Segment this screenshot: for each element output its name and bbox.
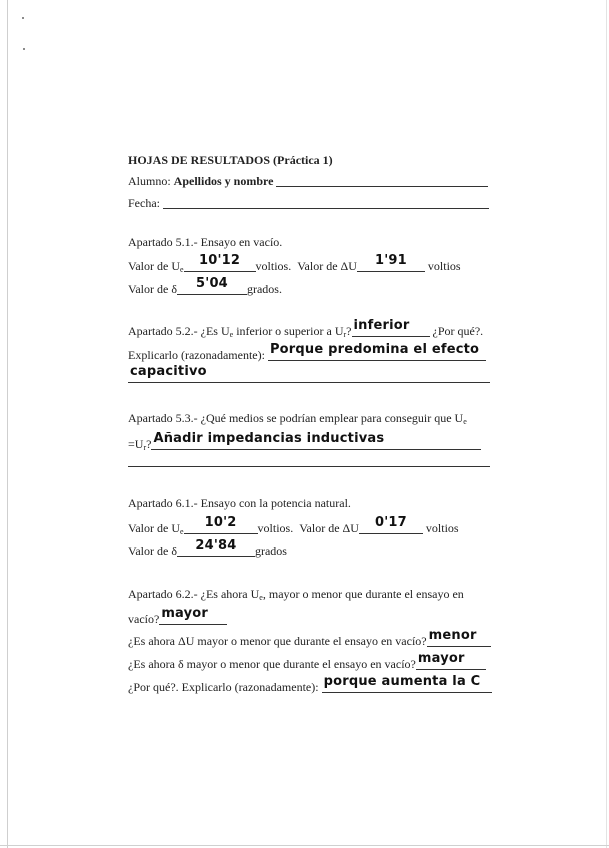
fecha-field[interactable] xyxy=(163,194,489,209)
s61-ue-label: Valor de U xyxy=(128,521,180,535)
s62-a4-field[interactable] xyxy=(322,674,492,693)
s53-q-line1: Apartado 5.3.- ¿Qué medios se podrían emplear para conseguir que U xyxy=(128,411,464,425)
s61-delta-unit: grados xyxy=(254,544,287,558)
s62-q1-line2: vacío? xyxy=(128,612,160,626)
s61-du-unit: voltios xyxy=(425,521,459,535)
s51-delta-field[interactable] xyxy=(177,276,247,295)
s51-delta-label: Valor de δ xyxy=(128,282,177,296)
s53-answer-field[interactable] xyxy=(151,431,481,450)
s62-q3-row xyxy=(128,651,486,672)
s62-a4: porque aumenta la C xyxy=(323,674,481,689)
s53-answer-row xyxy=(128,431,481,456)
s61-du-value: 0'17 xyxy=(374,515,407,530)
s62-q1-row2 xyxy=(128,606,227,627)
s52-why: ¿Por qué?. xyxy=(432,324,484,338)
s53-question-row xyxy=(128,410,467,430)
s52-q-part2: inferior o superior a U xyxy=(233,324,344,338)
s61-ue-field[interactable] xyxy=(184,515,258,534)
s62-a2: menor xyxy=(428,628,477,643)
s51-ue-value: 10'12 xyxy=(198,253,241,268)
s61-du-label: Valor de ΔU xyxy=(299,521,359,535)
s53-q-line2-pre: =U xyxy=(128,437,144,451)
s52-q-sub2: r xyxy=(343,330,347,339)
s51-ue-unit: voltios. xyxy=(255,259,292,273)
s61-du-field[interactable] xyxy=(359,515,423,534)
s52-explain-row xyxy=(128,342,486,363)
s61-row1 xyxy=(128,515,459,540)
s61-delta-field[interactable] xyxy=(177,538,255,557)
s51-ue-label: Valor de U xyxy=(128,259,180,273)
s53-extra-rule[interactable] xyxy=(128,466,490,467)
s62-q3: ¿Es ahora δ mayor o menor que durante el ensayo en vacío? xyxy=(128,657,416,671)
s61-delta-label: Valor de δ xyxy=(128,544,177,558)
s52-explain-line1: Porque predomina el efecto xyxy=(269,342,480,357)
page-edge-right xyxy=(606,0,607,848)
s53-q-sub1: e xyxy=(463,417,467,426)
s62-q4: ¿Por qué?. Explicarlo (razonadamente): xyxy=(128,680,319,694)
s52-q-part3: ? xyxy=(346,324,352,338)
s62-a2-field[interactable] xyxy=(427,628,491,647)
page-edge-left xyxy=(7,0,8,848)
s61-ue-unit: voltios. xyxy=(257,521,294,535)
s51-du-value: 1'91 xyxy=(374,253,407,268)
alumno-label: Alumno: xyxy=(128,174,174,188)
s51-row2 xyxy=(128,276,282,297)
s62-q1-part2: , mayor o menor que durante el ensayo en xyxy=(262,587,464,601)
s52-explain-label: Explicarlo (razonadamente): xyxy=(128,348,265,362)
s61-delta-value: 24'84 xyxy=(195,538,237,553)
s52-explain-row2 xyxy=(128,364,490,385)
fecha-label: Fecha: xyxy=(128,196,160,210)
s62-a1-field[interactable] xyxy=(159,606,227,625)
s62-q4-row xyxy=(128,674,492,695)
s61-ue-value: 10'2 xyxy=(204,515,237,530)
s62-q2: ¿Es ahora ΔU mayor o menor que durante el ensayo en vacío? xyxy=(128,634,427,648)
s62-q1-part1: Apartado 6.2.- ¿Es ahora U xyxy=(128,587,260,601)
s52-explain-line2: capacitivo xyxy=(130,364,207,379)
s61-heading: Apartado 6.1.- Ensayo con la potencia natural. xyxy=(128,496,351,510)
s51-ue-field[interactable] xyxy=(184,253,256,272)
page-title: HOJAS DE RESULTADOS (Práctica 1) xyxy=(128,153,333,167)
s51-du-unit: voltios xyxy=(427,259,461,273)
s53-answer: Añadir impedancias inductivas xyxy=(153,431,385,446)
s51-heading: Apartado 5.1.- Ensayo en vacío. xyxy=(128,235,283,249)
s61-ue-sub: e xyxy=(179,527,184,536)
page-edge-bottom xyxy=(0,845,609,846)
alumno-bold-label: Apellidos y nombre xyxy=(173,174,274,188)
s51-row1 xyxy=(128,253,461,278)
fecha-row xyxy=(128,194,489,211)
s62-q1-row xyxy=(128,586,464,606)
scan-speck xyxy=(23,48,25,50)
s52-q-sub1: e xyxy=(229,330,234,339)
s52-answer-field[interactable] xyxy=(352,318,430,337)
scan-speck xyxy=(22,17,24,19)
s62-a1: mayor xyxy=(161,606,209,621)
alumno-field[interactable] xyxy=(276,172,488,187)
s52-question-row xyxy=(128,318,484,343)
s51-du-field[interactable] xyxy=(357,253,425,272)
s62-q1-sub: e xyxy=(259,593,263,602)
s51-delta-value: 5'04 xyxy=(196,276,228,291)
s62-q2-row xyxy=(128,628,491,649)
s52-explain-field[interactable] xyxy=(268,342,486,361)
s53-q-sub2: r xyxy=(143,443,147,452)
s52-explain-field-2[interactable] xyxy=(128,364,490,383)
s62-a3: mayor xyxy=(417,651,465,666)
s61-row2 xyxy=(128,538,287,559)
alumno-row xyxy=(128,172,488,189)
s51-ue-sub: e xyxy=(179,265,184,274)
s52-q-part1: Apartado 5.2.- ¿Es U xyxy=(128,324,230,338)
s53-q-line2-post: ? xyxy=(146,437,152,451)
s52-answer: inferior xyxy=(353,318,410,333)
s51-delta-unit: grados. xyxy=(246,282,282,296)
s62-a3-field[interactable] xyxy=(416,651,486,670)
s51-du-label: Valor de ΔU xyxy=(297,259,357,273)
